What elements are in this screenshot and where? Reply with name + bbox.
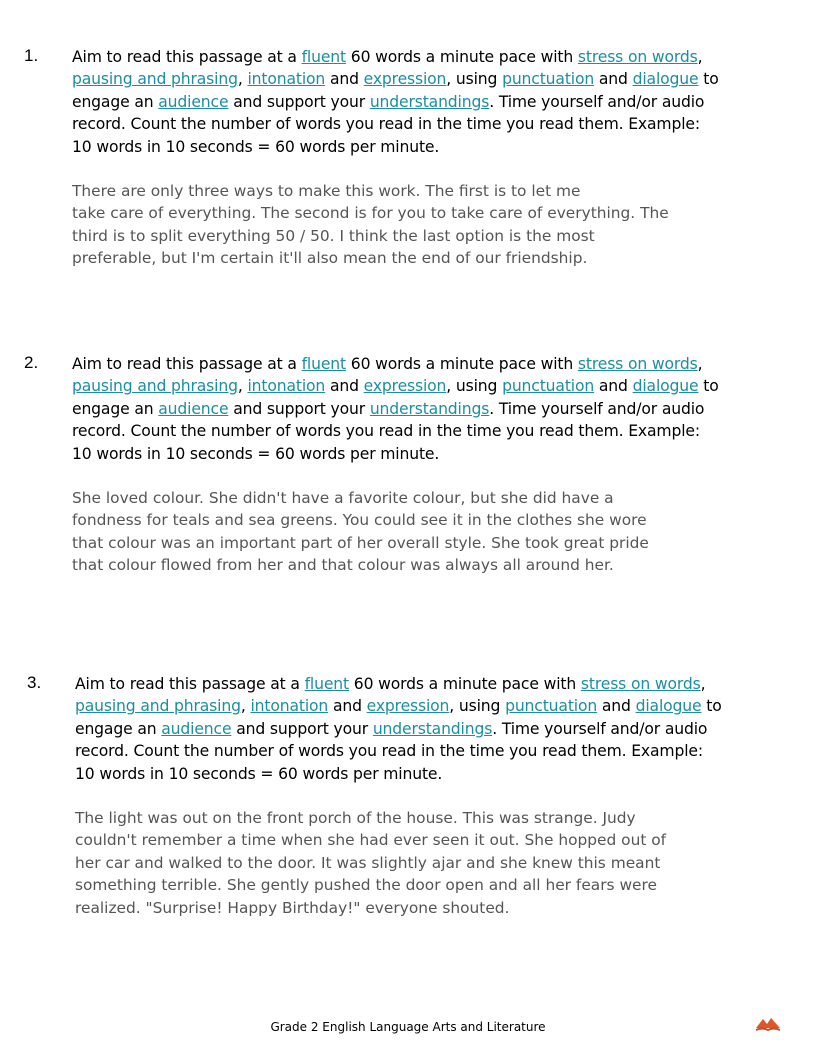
passage-line: third is to split everything 50 / 50. I think the last option is the most: [72, 226, 595, 245]
instruction-text: Aim to read this passage at a fluent 60 words a minute pace with stress on words, pausing and phrasing, intonation and expression, using punctuation and dialogue to engage an audience and support your understandings. Time yourself and/or audio record. Count the number of words you read in the time you read them. Example: 10 words in 10 seconds = 60 words per minute.: [72, 355, 719, 463]
passage-line: that colour was an important part of her overall style. She took great pride: [72, 533, 649, 552]
link-stress-on-words[interactable]: stress on words: [580, 675, 701, 693]
passage-line: realized. "Surprise! Happy Birthday!" everyone shouted.: [75, 898, 510, 917]
link-understandings[interactable]: understandings: [369, 92, 490, 111]
link-dialogue[interactable]: dialogue: [635, 697, 702, 716]
reading-passage: [75, 807, 805, 919]
link-fluent[interactable]: fluent: [304, 675, 349, 693]
passage-line: her car and walked to the door. It was slightly ajar and she knew this meant: [75, 853, 661, 872]
page-footer: Grade 2 English Language Arts and Literature: [270, 1020, 546, 1034]
link-dialogue[interactable]: dialogue: [632, 70, 699, 89]
section-number: 2.: [24, 353, 39, 372]
section-number: 1.: [24, 46, 39, 65]
reading-passage: [72, 180, 802, 270]
instruction-text: Aim to read this passage at a fluent 60 words a minute pace with stress on words, pausing and phrasing, intonation and expression, using punctuation and dialogue to engage an audience and support your understandings. Time yourself and/or audio record. Count the number of words you read in the time you read them. Example: 10 words in 10 seconds = 60 words per minute.: [72, 48, 719, 156]
link-intonation[interactable]: intonation: [250, 697, 329, 716]
link-fluent[interactable]: fluent: [301, 48, 346, 66]
link-audience[interactable]: audience: [158, 92, 229, 111]
link-stress-on-words[interactable]: stress on words: [577, 355, 698, 373]
link-fluent[interactable]: fluent: [301, 355, 346, 373]
link-audience[interactable]: audience: [161, 719, 232, 738]
reading-passage: [72, 487, 802, 577]
link-punctuation[interactable]: punctuation: [502, 377, 595, 396]
passage-line: There are only three ways to make this work. The first is to let me: [72, 182, 581, 200]
link-stress-on-words[interactable]: stress on words: [577, 48, 698, 66]
link-expression[interactable]: expression: [363, 70, 447, 89]
link-intonation[interactable]: intonation: [247, 377, 326, 396]
link-punctuation[interactable]: punctuation: [502, 70, 595, 89]
link-understandings[interactable]: understandings: [372, 719, 493, 738]
passage-line: She loved colour. She didn't have a favorite colour, but she did have a: [72, 489, 614, 507]
passage-line: something terrible. She gently pushed the door open and all her fears were: [75, 876, 657, 895]
link-intonation[interactable]: intonation: [247, 70, 326, 89]
link-expression[interactable]: expression: [366, 697, 450, 716]
link-audience[interactable]: audience: [158, 399, 229, 418]
instruction-text: Aim to read this passage at a fluent 60 words a minute pace with stress on words, pausing and phrasing, intonation and expression, using punctuation and dialogue to engage an audience and support your understandings. Time yourself and/or audio record. Count the number of words you read in the time you read them. Example: 10 words in 10 seconds = 60 words per minute.: [75, 675, 722, 783]
link-pausing-and-phrasing[interactable]: pausing and phrasing: [72, 377, 238, 396]
link-understandings[interactable]: understandings: [369, 399, 490, 418]
passage-line: couldn't remember a time when she had ever seen it out. She hopped out of: [75, 831, 667, 850]
passage-line: The light was out on the front porch of the house. This was strange. Judy: [75, 809, 636, 827]
link-punctuation[interactable]: punctuation: [505, 697, 598, 716]
section-number: 3.: [27, 673, 42, 692]
link-dialogue[interactable]: dialogue: [632, 377, 699, 396]
passage-line: take care of everything. The second is for you to take care of everything. The: [72, 204, 669, 223]
link-pausing-and-phrasing[interactable]: pausing and phrasing: [75, 697, 241, 716]
passage-line: that colour flowed from her and that colour was always all around her.: [72, 556, 614, 575]
mountain-book-logo-icon: [754, 1014, 782, 1032]
passage-line: fondness for teals and sea greens. You could see it in the clothes she wore: [72, 511, 647, 530]
link-pausing-and-phrasing[interactable]: pausing and phrasing: [72, 70, 238, 89]
link-expression[interactable]: expression: [363, 377, 447, 396]
passage-line: preferable, but I'm certain it'll also mean the end of our friendship.: [72, 249, 588, 268]
